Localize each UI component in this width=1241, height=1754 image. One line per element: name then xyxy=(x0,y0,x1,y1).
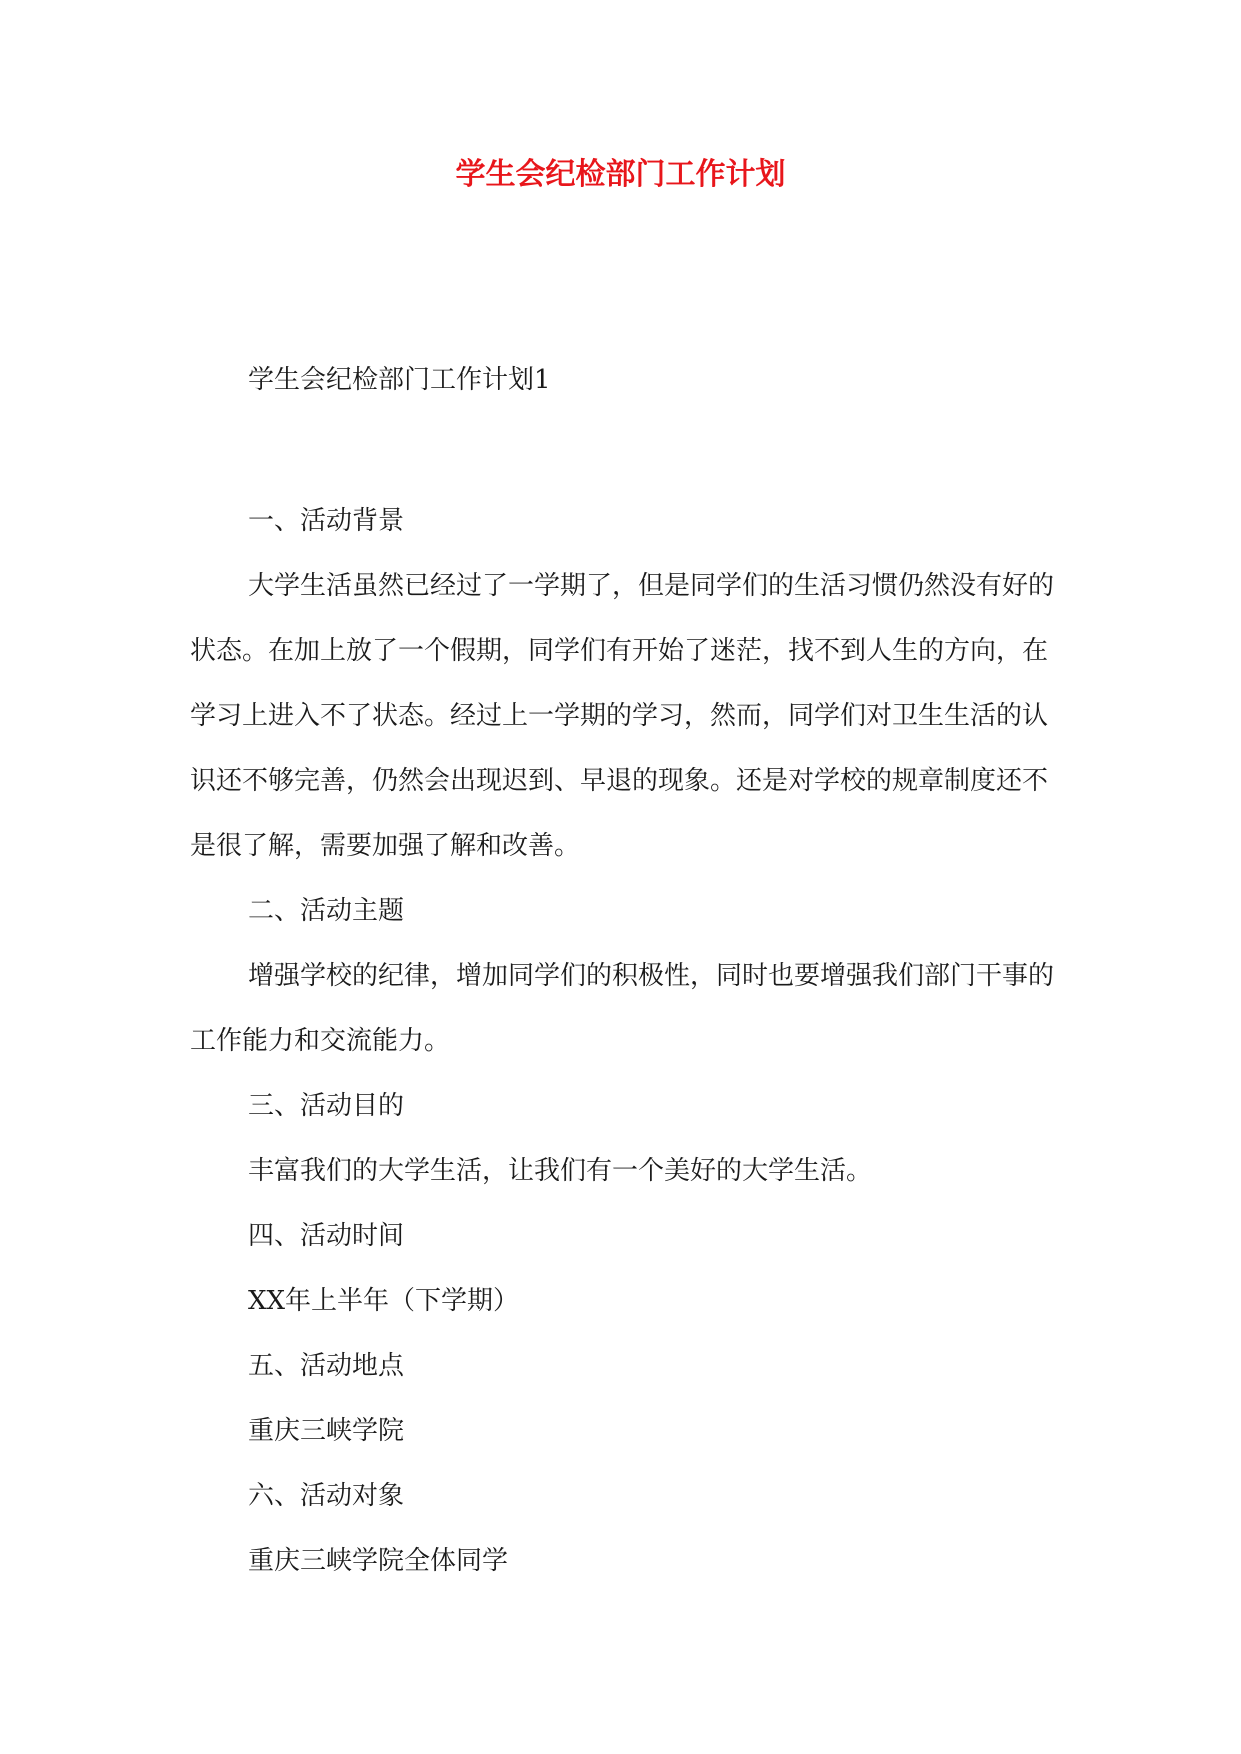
section-heading-purpose: 三、活动目的 xyxy=(248,1091,405,1121)
section-heading-audience: 六、活动对象 xyxy=(248,1481,405,1511)
document-body xyxy=(190,489,1070,1594)
section-text-background: 大学生活虽然已经过了一学期了，但是同学们的生活习惯仍然没有好的状态。在加上放了一个假期，同学们有开始了迷茫，找不到人生的方向，在学习上进入不了状态。经过上一学期的学习，然而，同学们对卫生生活的认识还不够完善，仍然会出现迟到、早退的现象。还是对学校的规章制度还不是很了解，需要加强了解和改善。 xyxy=(190,571,1055,861)
section-heading-theme: 二、活动主题 xyxy=(248,896,405,926)
section-text-time: XX年上半年（下学期） xyxy=(248,1286,520,1316)
document-title: 学生会纪检部门工作计划 xyxy=(455,157,786,192)
plan-heading: 学生会纪检部门工作计划1 xyxy=(248,365,551,395)
section-text-theme: 增强学校的纪律，增加同学们的积极性，同时也要增强我们部门干事的工作能力和交流能力。 xyxy=(190,961,1055,1056)
section-heading-time: 四、活动时间 xyxy=(248,1221,405,1251)
section-text-purpose: 丰富我们的大学生活，让我们有一个美好的大学生活。 xyxy=(248,1156,873,1186)
section-text-audience: 重庆三峡学院全体同学 xyxy=(248,1546,509,1576)
section-text-location: 重庆三峡学院 xyxy=(248,1416,405,1446)
section-heading-background: 一、活动背景 xyxy=(248,506,405,536)
section-heading-location: 五、活动地点 xyxy=(248,1351,405,1381)
